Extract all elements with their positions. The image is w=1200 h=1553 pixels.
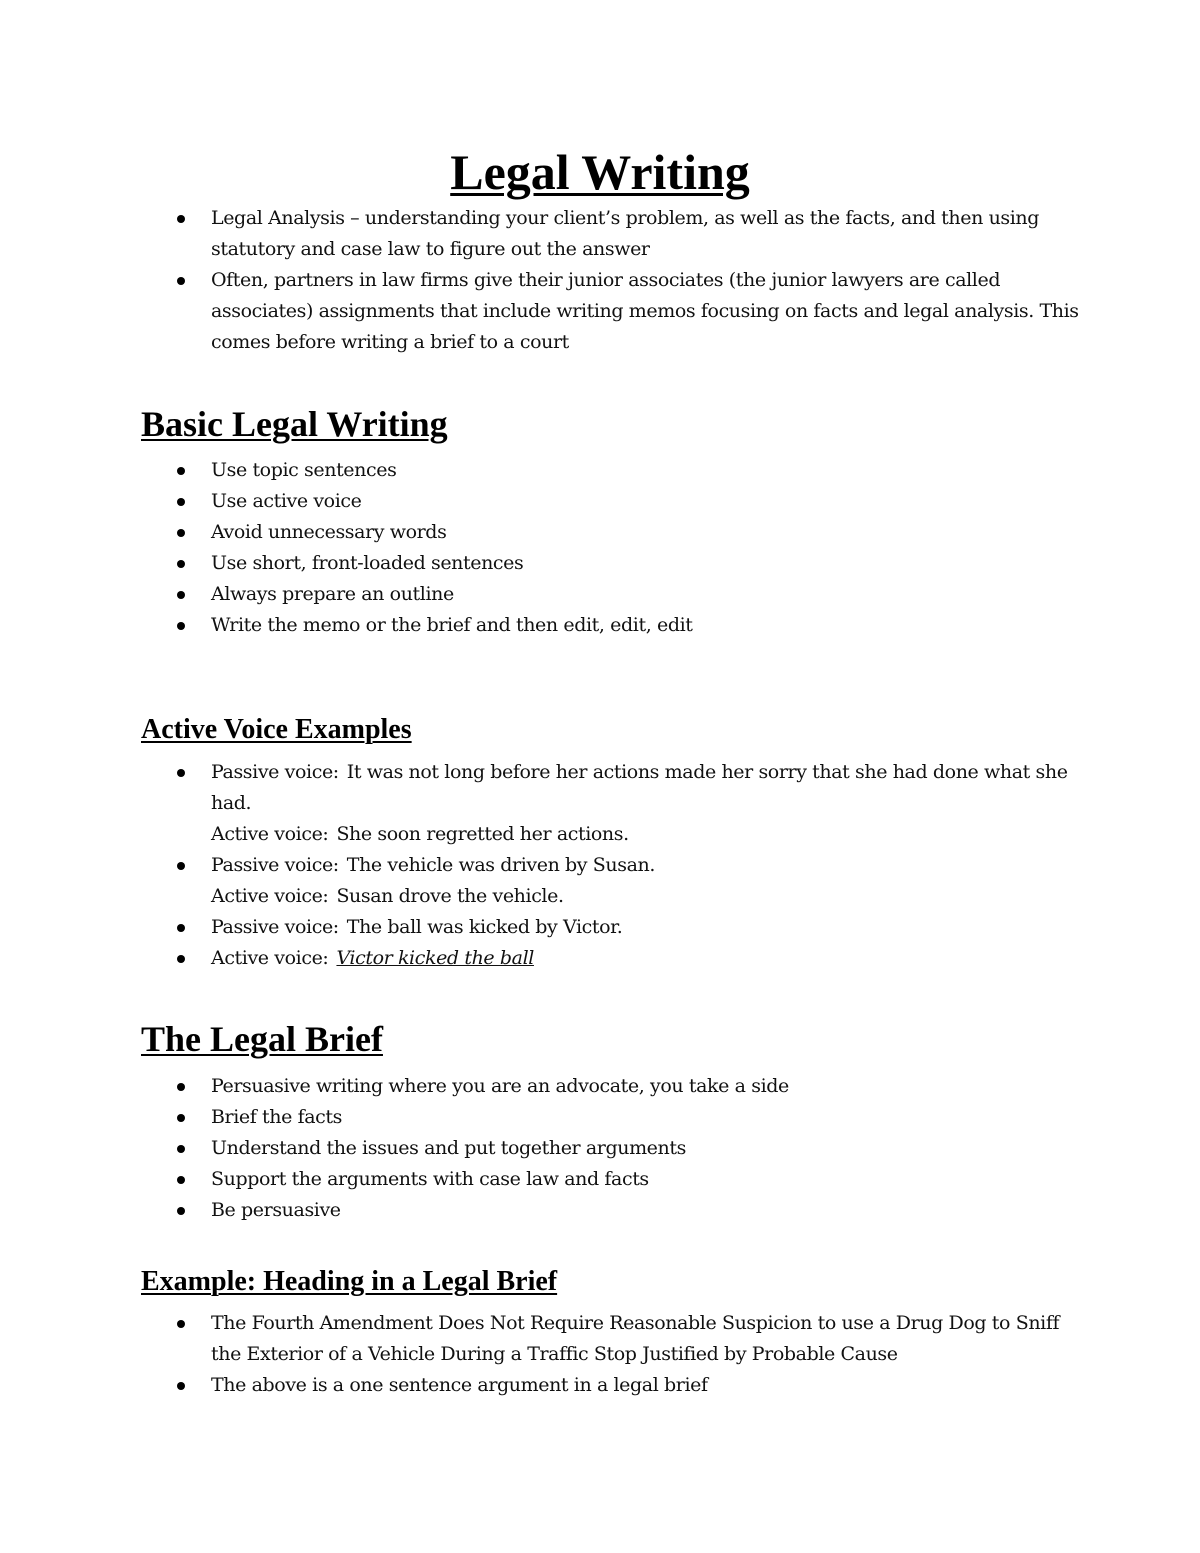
- list-item: [0, 943, 1200, 974]
- active-label: Active voice:: [211, 947, 329, 969]
- list-item: [0, 1164, 1200, 1195]
- basic-item-text: Use topic sentences: [211, 459, 397, 481]
- brief-item-text: Brief the facts: [211, 1106, 342, 1128]
- active-text: Susan drove the vehicle.: [336, 885, 564, 907]
- bullet-icon: [177, 560, 185, 568]
- bullet-icon: [177, 862, 185, 870]
- bullet-icon: [177, 1176, 185, 1184]
- list-item: [0, 1102, 1200, 1133]
- list-item: [0, 610, 1200, 641]
- list-item: [0, 455, 1200, 486]
- bullet-icon: [177, 1145, 185, 1153]
- basic-item-text: Use short, front-loaded sentences: [211, 552, 524, 574]
- bullet-icon: [177, 924, 185, 932]
- list-item: [0, 850, 1200, 912]
- list-item: [0, 265, 1200, 358]
- bullet-icon: [177, 955, 185, 963]
- list-item: [0, 579, 1200, 610]
- intro-item-text: Legal Analysis – understanding your client’s problem, as well as the facts, and then using statutory and case law to figure out the answer: [211, 207, 1040, 260]
- section-heading-legal-brief: The Legal Brief: [141, 1019, 383, 1059]
- passive-text: The ball was kicked by Victor.: [346, 916, 623, 938]
- passive-label: Passive voice:: [211, 854, 339, 876]
- list-item: [0, 912, 1200, 943]
- legal-brief-list: [0, 1071, 1200, 1226]
- bullet-icon: [177, 1114, 185, 1122]
- list-item: [0, 1133, 1200, 1164]
- bullet-icon: [177, 1207, 185, 1215]
- active-voice-list: [0, 757, 1200, 974]
- list-item: [0, 203, 1200, 265]
- document-title: Legal Writing: [450, 144, 750, 200]
- bullet-icon: [177, 467, 185, 475]
- basic-list: [0, 455, 1200, 641]
- basic-item-text: Use active voice: [211, 490, 362, 512]
- basic-item-text: Write the memo or the brief and then edit, edit, edit: [211, 614, 693, 636]
- basic-item-text: Avoid unnecessary words: [211, 521, 447, 543]
- list-item: [0, 517, 1200, 548]
- list-item: [0, 1195, 1200, 1226]
- bullet-icon: [177, 529, 185, 537]
- bullet-icon: [177, 769, 185, 777]
- brief-item-text: Be persuasive: [211, 1199, 341, 1221]
- bullet-icon: [177, 622, 185, 630]
- passive-label: Passive voice:: [211, 916, 339, 938]
- section-heading-active-voice: Active Voice Examples: [141, 714, 412, 745]
- list-item: [0, 486, 1200, 517]
- list-item: [0, 757, 1200, 850]
- list-item: [0, 1370, 1200, 1401]
- active-text-emphasized: Victor kicked the ball: [336, 947, 534, 969]
- passive-text: The vehicle was driven by Susan.: [346, 854, 655, 876]
- list-item: [0, 1308, 1200, 1370]
- bullet-icon: [177, 1083, 185, 1091]
- bullet-icon: [177, 498, 185, 506]
- active-label: Active voice:: [211, 823, 329, 845]
- section-heading-example: Example: Heading in a Legal Brief: [141, 1266, 558, 1297]
- list-item: [0, 548, 1200, 579]
- passive-label: Passive voice:: [211, 761, 339, 783]
- bullet-icon: [177, 591, 185, 599]
- example-list: [0, 1308, 1200, 1401]
- passive-text: It was not long before her actions made her sorry that she had done what she had.: [211, 761, 1068, 814]
- brief-item-text: Persuasive writing where you are an advocate, you take a side: [211, 1075, 789, 1097]
- intro-item-text: Often, partners in law firms give their junior associates (the junior lawyers are called associates) assignments that include writing memos focusing on facts and legal analysis. This comes before writing a brief to a court: [211, 269, 1079, 353]
- bullet-icon: [177, 277, 185, 285]
- intro-list: [0, 203, 1200, 358]
- section-heading-basic: Basic Legal Writing: [141, 404, 448, 444]
- bullet-icon: [177, 1320, 185, 1328]
- active-label: Active voice:: [211, 885, 329, 907]
- list-item: [0, 1071, 1200, 1102]
- example-item-text: The above is a one sentence argument in a legal brief: [211, 1374, 708, 1396]
- basic-item-text: Always prepare an outline: [211, 583, 454, 605]
- brief-item-text: Understand the issues and put together arguments: [211, 1137, 686, 1159]
- bullet-icon: [177, 215, 185, 223]
- brief-item-text: Support the arguments with case law and facts: [211, 1168, 649, 1190]
- active-text: She soon regretted her actions.: [336, 823, 629, 845]
- example-item-text: The Fourth Amendment Does Not Require Reasonable Suspicion to use a Drug Dog to Sniff the Exterior of a Vehicle During a Traffic Stop Justified by Probable Cause: [211, 1312, 1060, 1365]
- bullet-icon: [177, 1382, 185, 1390]
